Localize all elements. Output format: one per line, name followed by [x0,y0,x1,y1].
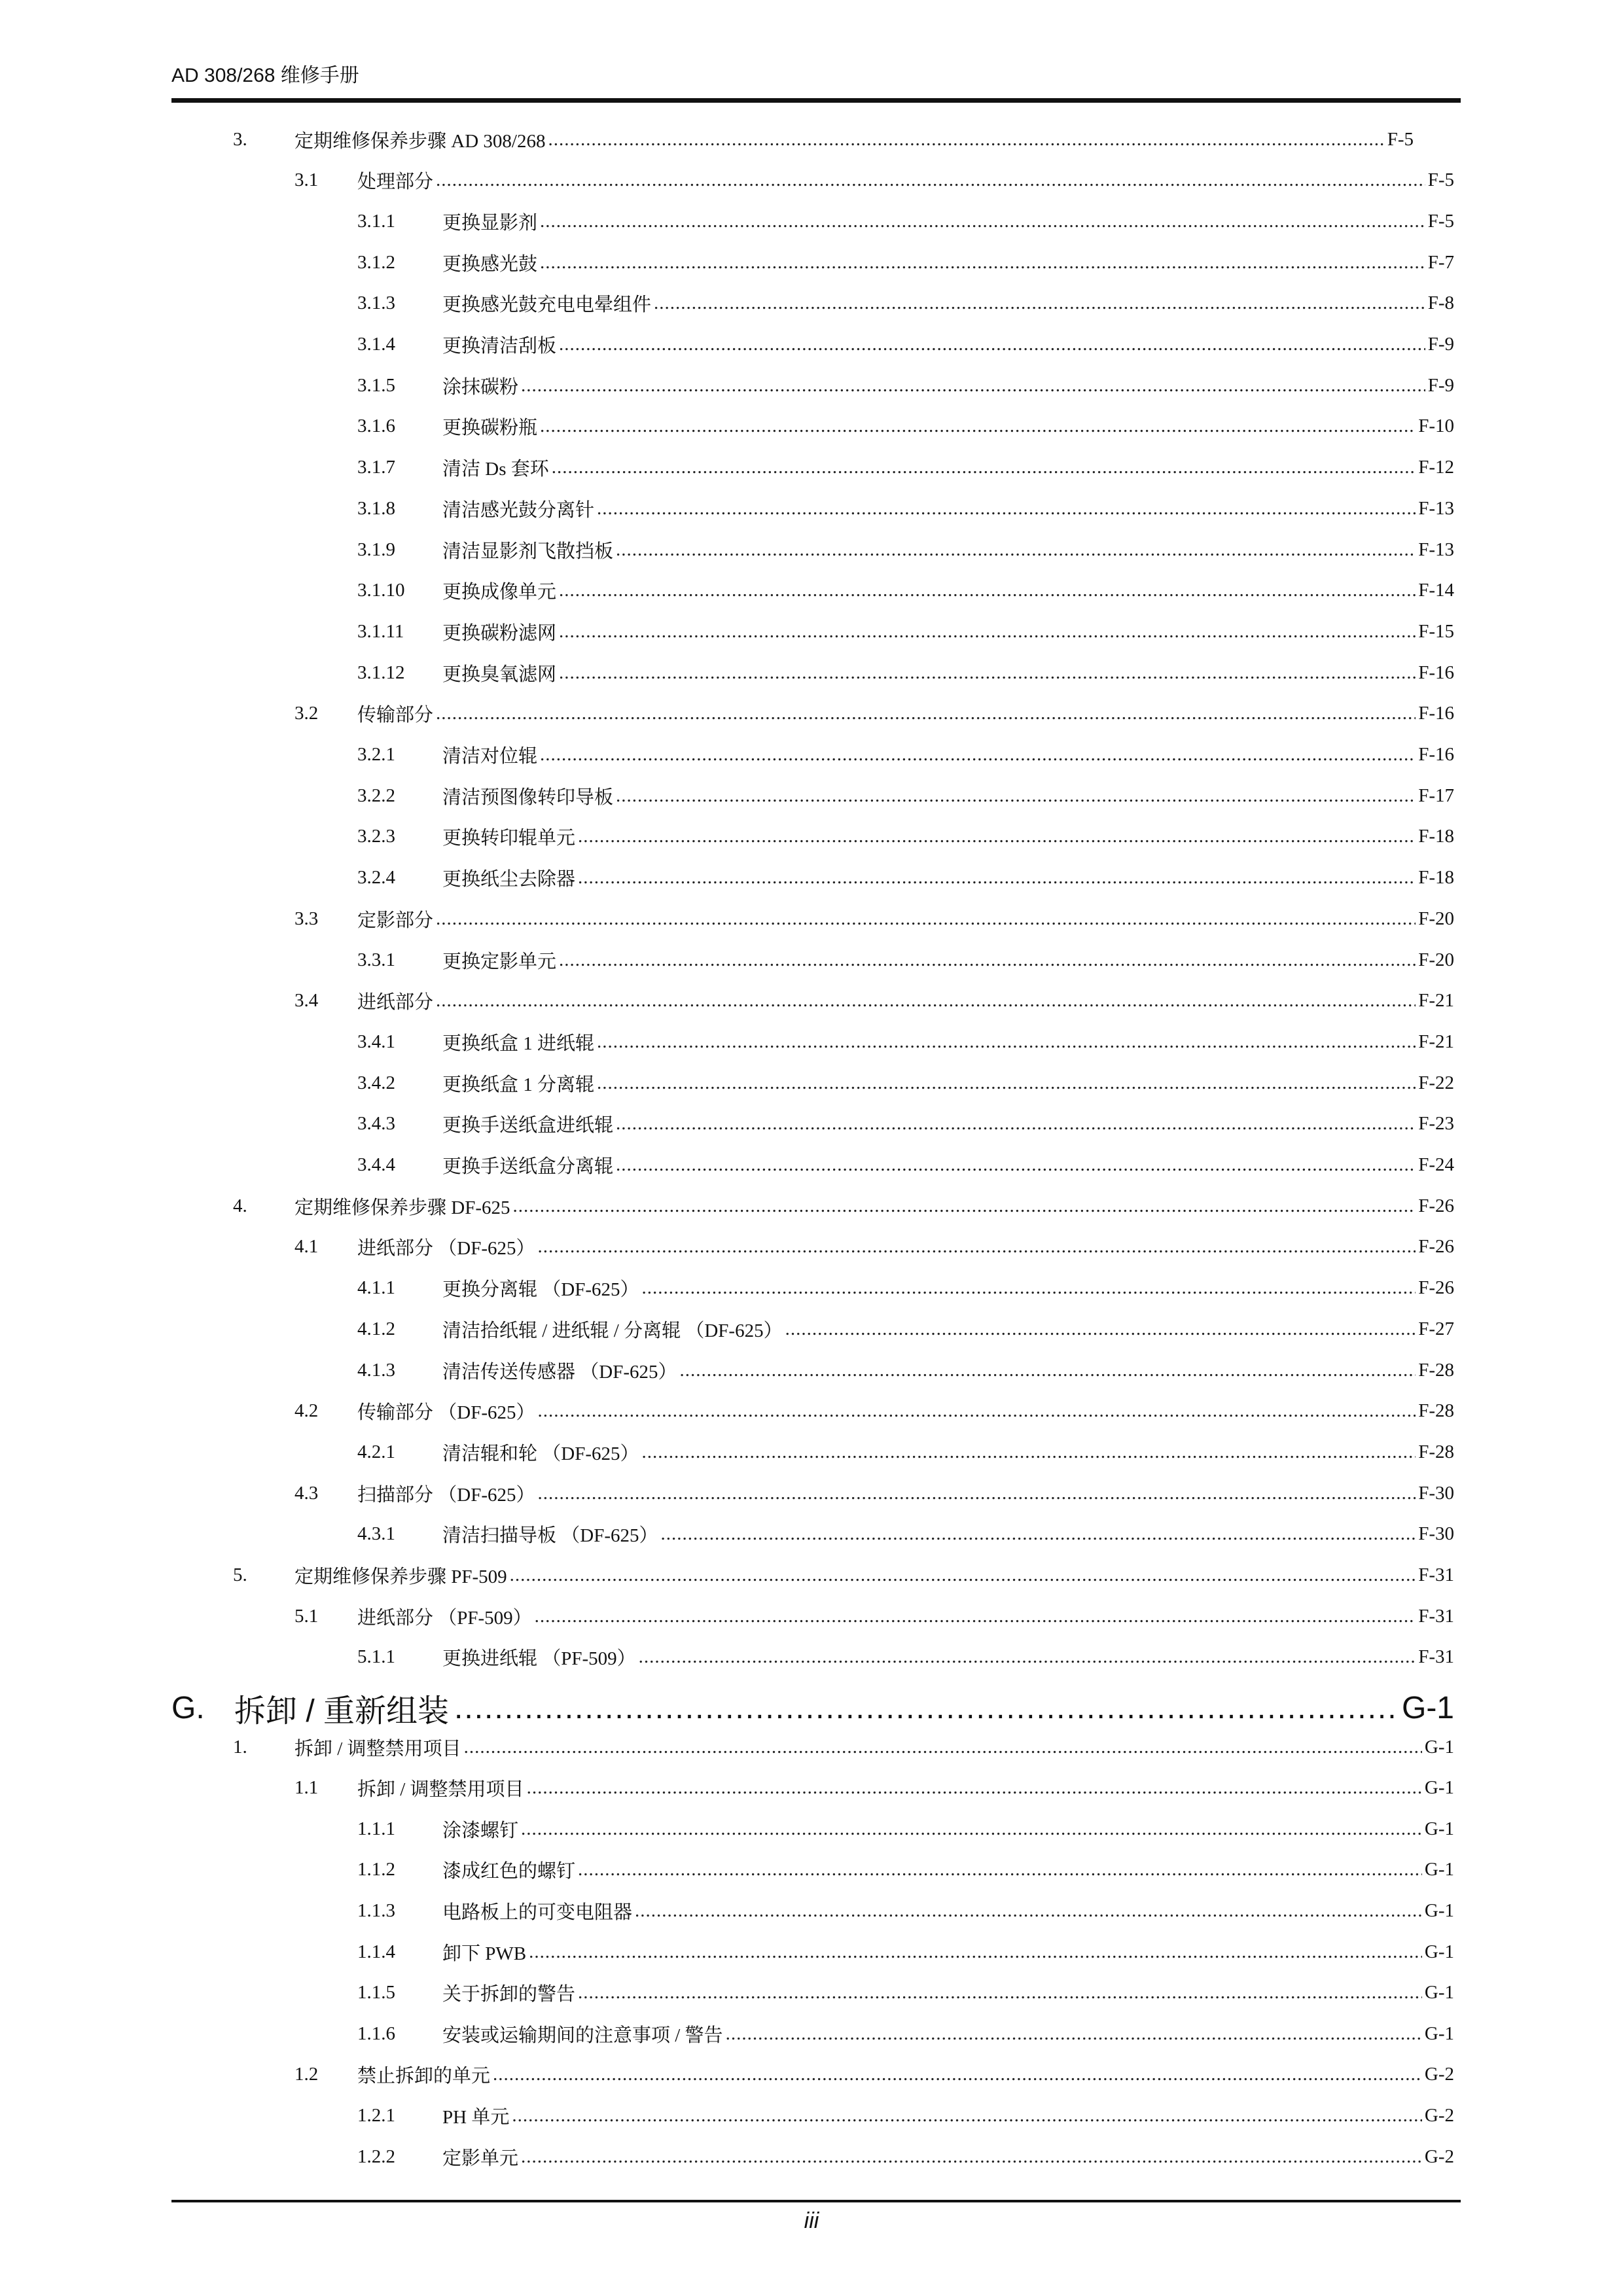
toc-entry[interactable] [357,1070,1454,1096]
dot-leader [597,1031,1416,1053]
toc-entry[interactable] [357,332,1454,358]
toc-entry[interactable] [357,1816,1454,1842]
toc-entry-title: 更换进纸辊 （PF-509） [442,1648,636,1670]
toc-entry[interactable] [357,1439,1454,1465]
toc-entry-number: 3.2.2 [357,785,395,806]
toc-entry-title: 更换转印辊单元 [442,828,576,849]
toc-entry-page: F-9 [1427,334,1454,355]
dot-leader [785,1318,1416,1340]
toc-entry-title: 更换分离辊 （DF-625） [442,1279,639,1301]
toc-entry-title: 清洁辊和轮 （DF-625） [442,1443,639,1464]
toc-entry-page: F-28 [1418,1400,1454,1422]
dot-leader [436,703,1416,724]
toc-entry[interactable] [357,2144,1454,2170]
toc-entry-number: 4.3.1 [357,1523,395,1545]
toc-entry-page: F-15 [1418,620,1454,642]
dot-leader [436,990,1416,1012]
toc-entry[interactable] [357,1316,1454,1342]
toc-entry-number: 3.1.9 [357,539,395,560]
toc-entry-number: 3.1.2 [357,251,395,273]
toc-entry-number: 3.4.2 [357,1072,395,1093]
toc-entry-page: G-2 [1424,2104,1454,2126]
dot-leader [535,1606,1416,1627]
toc-entry-number: 3.1.5 [357,374,395,396]
toc-entry[interactable] [357,1029,1454,1055]
toc-entry-number: 4.2.1 [357,1441,395,1462]
dot-leader [540,252,1425,274]
toc-entry[interactable] [357,578,1454,604]
toc-entry-page: F-21 [1418,1031,1454,1052]
toc-entry-page: F-5 [1427,169,1454,191]
toc-entry-page: G-1 [1424,1982,1454,2004]
toc-entry-number: 4.1.2 [357,1318,395,1339]
toc-entry-title: 更换纸盒 1 进纸辊 [442,1033,595,1054]
toc-entry-title: 更换纸尘去除器 [442,869,576,891]
toc-entry-number: 5.1.1 [357,1646,395,1668]
toc-entry-title: 进纸部分 （PF-509） [357,1607,532,1629]
toc-entry-title: 扫描部分 （DF-625） [357,1484,535,1506]
dot-leader [529,1941,1422,1963]
dot-leader [537,1483,1416,1504]
toc-entry-number: 3.4.4 [357,1154,395,1175]
toc-entry-title: 定期维修保养步骤 DF-625 [294,1197,510,1218]
toc-entry-page: F-16 [1418,744,1454,765]
toc-entry[interactable] [357,1898,1454,1924]
toc-entry-number: 1.1.2 [357,1859,395,1881]
toc-entry-number: 3.1.8 [357,497,395,519]
toc-entry-title: 传输部分 （DF-625） [357,1402,535,1424]
toc-entry[interactable] [357,537,1454,563]
toc-entry-page: F-18 [1418,826,1454,847]
toc-entry-title: 传输部分 [357,705,434,726]
toc-entry[interactable] [357,1275,1454,1301]
toc-entry-page: F-30 [1418,1523,1454,1545]
toc-entry-title: 定期维修保养步骤 AD 308/268 [294,130,546,152]
toc-entry-title: 进纸部分 （DF-625） [357,1238,535,1260]
dot-leader [537,1236,1416,1258]
toc-entry-title: 定影单元 [442,2147,519,2169]
dot-leader [641,1441,1416,1463]
toc-entry[interactable] [233,126,1414,152]
toc-entry-page: F-13 [1418,497,1454,519]
toc-entry-page: G-2 [1424,2146,1454,2167]
dot-leader [512,1195,1416,1217]
dot-leader [540,211,1425,232]
toc-entry-number: 3.1.3 [357,292,395,314]
dot-leader [548,129,1384,150]
toc-entry-title: 更换臭氧滤网 [442,663,557,685]
toc-entry-title: 清洁对位辊 [442,746,538,767]
toc-entry-page: G-1 [1424,1941,1454,1962]
toc-entry-page: F-23 [1418,1113,1454,1135]
toc-entry-number: 4.1.1 [357,1277,395,1299]
dot-leader [436,169,1425,191]
toc-entry[interactable] [294,1775,1454,1801]
toc-entry-title: 卸下 PWB [442,1943,527,1964]
toc-entry-number: 3.3 [294,908,319,929]
section-heading-g[interactable] [171,1685,1454,1731]
toc-entry-number: 1.1.6 [357,2022,395,2044]
toc-entry-page: G-1 [1424,1859,1454,1881]
toc-entry[interactable] [294,701,1454,727]
toc-entry-number: 1.1.1 [357,1818,395,1839]
toc-entry[interactable] [357,249,1454,275]
toc-entry[interactable] [233,1193,1454,1219]
toc-entry-page: F-20 [1418,949,1454,970]
dot-leader [635,1900,1422,1922]
toc-entry-page: F-5 [1387,128,1414,150]
toc-entry-title: 清洁传送传感器 （DF-625） [442,1361,677,1383]
dot-leader [616,539,1416,561]
toc-entry[interactable] [357,865,1454,891]
toc-entry-number: 3.3.1 [357,949,395,970]
toc-entry[interactable] [357,1357,1454,1383]
toc-entry-title: 更换定影单元 [442,951,557,972]
toc-entry-title: 更换纸盒 1 分离辊 [442,1074,595,1095]
dot-leader [540,744,1416,766]
toc-entry[interactable] [357,291,1454,317]
toc-entry[interactable] [357,1980,1454,2006]
toc-entry-title: 处理部分 [357,171,434,193]
toc-entry-title: 漆成红色的螺钉 [442,1861,576,1882]
toc-entry-number: 4. [233,1195,247,1216]
toc-entry-page: G-1 [1424,1777,1454,1799]
dot-leader [616,1113,1416,1135]
toc-entry[interactable] [357,1939,1454,1965]
dot-leader [654,292,1425,314]
toc-entry-title: 清洁预图像转印导板 [442,786,614,808]
manual-header-title: AD 308/268 维修手册 [171,65,359,86]
toc-entry[interactable] [357,1521,1454,1547]
dot-leader [578,867,1416,889]
toc-entry-title: 清洁显影剂飞散挡板 [442,540,614,562]
toc-entry[interactable] [357,372,1454,398]
dot-leader [493,2064,1422,2085]
toc-entry-number: 5.1 [294,1605,319,1627]
toc-entry-page: F-5 [1427,210,1454,232]
toc-entry-page: F-13 [1418,539,1454,560]
toc-entry[interactable] [357,1111,1454,1137]
toc-entry-title: 更换手送纸盒分离辊 [442,1156,614,1177]
toc-entry[interactable] [357,783,1454,809]
toc-entry[interactable] [233,1563,1454,1589]
dot-leader [521,1818,1422,1840]
dot-leader [527,1777,1422,1799]
dot-leader [616,1154,1416,1176]
toc-entry[interactable] [294,988,1454,1014]
toc-entry-title: 清洁 Ds 套环 [442,459,549,480]
toc-entry-page: F-9 [1427,374,1454,396]
toc-entry-number: 3.1.10 [357,580,405,601]
toc-entry-page: F-27 [1418,1318,1454,1339]
dot-leader [578,1982,1422,2004]
toc-entry[interactable] [294,1234,1454,1260]
dot-leader [616,785,1416,807]
toc-entry-number: 3.4 [294,990,319,1012]
toc-entry-number: 3.1.4 [357,334,395,355]
toc-entry[interactable] [357,660,1454,686]
toc-entry-page: F-17 [1418,785,1454,806]
toc-entry-page: F-21 [1418,990,1454,1012]
toc-entry-title: 拆卸 / 调整禁用项目 [294,1738,461,1759]
dot-leader [559,662,1416,684]
section-title: 拆卸 / 重新组装 [234,1693,450,1729]
toc-entry-number: 1.1.5 [357,1982,395,2004]
toc-entry-title: 涂漆螺钉 [442,1820,519,1841]
toc-entry-number: 3.2 [294,703,319,724]
toc-entry-page: F-31 [1418,1564,1454,1585]
toc-entry-title: 关于拆卸的警告 [442,1984,576,2005]
toc-entry-number: 1.2 [294,2064,319,2085]
toc-entry-page: G-2 [1424,2064,1454,2085]
toc-entry-number: 5. [233,1564,247,1585]
page-number: iii [804,2208,819,2233]
footer-rule [171,2200,1461,2202]
toc-entry-number: 1.1.4 [357,1941,395,1962]
toc-entry-title: 定期维修保养步骤 PF-509 [294,1566,507,1587]
toc-entry-number: 4.2 [294,1400,319,1422]
toc-entry-number: 3.2.1 [357,744,395,765]
toc-entry-number: 3.1.7 [357,457,395,478]
toc-entry-number: 3.2.3 [357,826,395,847]
toc-entry-number: 3.2.4 [357,867,395,889]
toc-entry-title: PH 单元 [442,2106,510,2128]
toc-entry[interactable] [357,495,1454,521]
toc-entry-number: 3. [233,128,247,150]
toc-entry-page: F-22 [1418,1072,1454,1093]
toc-entry[interactable] [357,1152,1454,1178]
toc-entry-number: 3.4.1 [357,1031,395,1052]
dot-leader [521,375,1425,397]
toc-entry[interactable] [294,1603,1454,1629]
toc-entry-number: 4.3 [294,1482,319,1504]
toc-entry-page: F-26 [1418,1195,1454,1216]
toc-entry-page: F-28 [1418,1359,1454,1381]
toc-entry-page: F-26 [1418,1236,1454,1258]
dot-leader [597,1072,1416,1094]
toc-entry-title: 拆卸 / 调整禁用项目 [357,1779,524,1801]
toc-entry-page: F-12 [1418,457,1454,478]
toc-entry-number: 3.1 [294,169,319,191]
toc-entry-title: 电路板上的可变电阻器 [442,1901,633,1923]
toc-entry-title: 定影部分 [357,910,434,931]
toc-entry-page: F-16 [1418,662,1454,683]
toc-entry-page: F-14 [1418,580,1454,601]
toc-entry-page: F-31 [1418,1605,1454,1627]
toc-entry-title: 安装或运输期间的注意事项 / 警告 [442,2024,723,2046]
dot-leader [512,2105,1422,2127]
toc-entry-title: 禁止拆卸的单元 [357,2066,491,2087]
dot-leader [537,1400,1416,1422]
dot-leader [578,1859,1422,1881]
dot-leader [436,908,1416,930]
toc-entry-number: 3.4.3 [357,1113,395,1135]
toc-entry-title: 清洁感光鼓分离针 [442,499,595,521]
dot-leader [726,2023,1422,2045]
dot-leader [559,580,1416,601]
dot-leader [679,1360,1416,1381]
toc-entry-page: G-1 [1424,2022,1454,2044]
toc-entry[interactable] [357,208,1454,234]
dot-leader [540,415,1416,437]
dot-leader [639,1646,1416,1668]
toc-entry-number: 3.1.12 [357,662,405,683]
toc-entry[interactable] [357,414,1454,440]
dot-leader [660,1523,1416,1545]
dot-leader [521,2146,1422,2168]
toc-entry[interactable] [357,1857,1454,1883]
toc-entry-title: 更换手送纸盒进纸辊 [442,1115,614,1137]
toc-entry-page: G-1 [1424,1899,1454,1921]
toc-entry-page: F-10 [1418,415,1454,437]
section-page: G-1 [1401,1690,1454,1725]
toc-entry-page: F-8 [1427,292,1454,314]
toc-entry-title: 更换碳粉瓶 [442,417,538,439]
toc-entry-number: 1.1.3 [357,1899,395,1921]
toc-entry-number: 1. [233,1736,247,1757]
toc-entry[interactable] [357,742,1454,768]
toc-entry-number: 3.1.11 [357,620,404,642]
toc-entry-title: 更换感光鼓 [442,253,538,275]
toc-entry-number: 3.1.1 [357,210,395,232]
toc-entry-page: F-24 [1418,1154,1454,1175]
toc-entry-page: F-28 [1418,1441,1454,1462]
toc-entry-title: 清洁拾纸辊 / 进纸辊 / 分离辊 （DF-625） [442,1320,783,1341]
dot-leader [510,1564,1416,1586]
toc-entry-number: 3.1.6 [357,415,395,437]
dot-leader [559,334,1425,355]
toc-entry-page: F-16 [1418,703,1454,724]
toc-entry-number: 1.2.2 [357,2146,395,2167]
toc-entry-title: 更换感光鼓充电电晕组件 [442,294,652,316]
toc-entry[interactable] [357,824,1454,850]
toc-entry[interactable] [357,455,1454,481]
toc-entry[interactable] [357,1644,1454,1670]
toc-entry-number: 1.2.1 [357,2104,395,2126]
toc-entry[interactable] [294,168,1454,194]
dot-leader [559,621,1416,643]
toc-entry[interactable] [294,906,1454,932]
toc-entry-page: G-1 [1424,1818,1454,1839]
toc-entry-title: 更换成像单元 [442,582,557,603]
toc-entry-page: F-30 [1418,1482,1454,1504]
dot-leader [464,1737,1422,1758]
toc-entry[interactable] [357,2021,1454,2047]
toc-entry-title: 更换碳粉滤网 [442,622,557,644]
toc-entry-page: F-31 [1418,1646,1454,1668]
toc-entry[interactable] [294,2062,1454,2088]
toc-entry-page: F-20 [1418,908,1454,929]
toc-entry[interactable] [294,1398,1454,1424]
toc-entry-page: F-7 [1427,251,1454,273]
toc-entry-number: 4.1 [294,1236,319,1258]
dot-leader [552,457,1416,478]
header-rule [171,98,1461,103]
toc-entry[interactable] [357,2102,1454,2128]
toc-entry[interactable] [357,947,1454,973]
section-number: G. [171,1690,205,1725]
dot-leader [559,949,1416,971]
toc-entry-page: G-1 [1424,1736,1454,1757]
toc-entry[interactable] [294,1480,1454,1506]
dot-leader [597,498,1416,520]
toc-entry-page: F-18 [1418,867,1454,889]
dot-leader [578,826,1416,847]
toc-entry-number: 1.1 [294,1777,319,1799]
toc-entry-page: F-26 [1418,1277,1454,1299]
toc-entry[interactable] [233,1734,1454,1760]
dot-leader [454,1690,1397,1726]
toc-entry[interactable] [357,618,1454,645]
toc-entry-title: 更换清洁刮板 [442,336,557,357]
toc-entry-title: 涂抹碳粉 [442,376,519,398]
toc-entry-title: 更换显影剂 [442,212,538,234]
toc-entry-number: 4.1.3 [357,1359,395,1381]
dot-leader [641,1277,1416,1299]
toc-entry-title: 进纸部分 [357,992,434,1014]
toc-entry-title: 清洁扫描导板 （DF-625） [442,1525,658,1547]
